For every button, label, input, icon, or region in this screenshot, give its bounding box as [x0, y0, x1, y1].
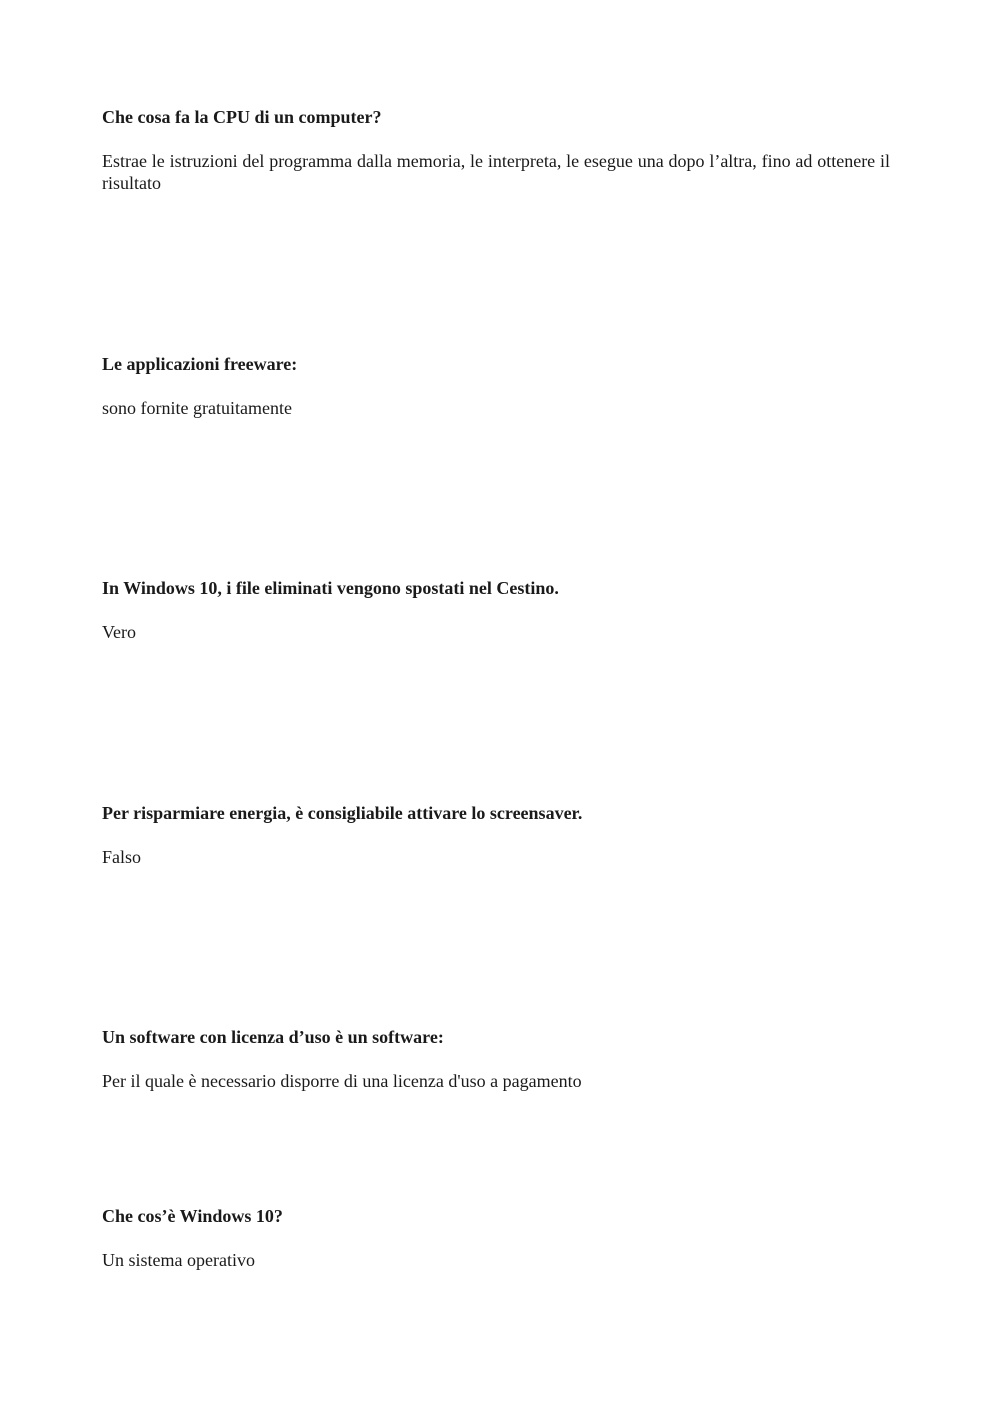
qa-block [102, 1205, 890, 1271]
qa-block [102, 106, 890, 194]
answer-text: Estrae le istruzioni del programma dalla memoria, le interpreta, le esegue una dopo l’altra, fino ad ottenere il risultato [102, 151, 890, 193]
question-text: Un software con licenza d’uso è un software: [102, 1027, 444, 1047]
question-text: Per risparmiare energia, è consigliabile attivare lo screensaver. [102, 803, 583, 823]
answer-text: Vero [102, 622, 136, 642]
answer-text: Un sistema operativo [102, 1250, 255, 1270]
qa-block [102, 577, 890, 643]
question-text: Che cos’è Windows 10? [102, 1206, 283, 1226]
question-text: Le applicazioni freeware: [102, 354, 298, 374]
question-text: In Windows 10, i file eliminati vengono spostati nel Cestino. [102, 578, 559, 598]
answer-text: sono fornite gratuitamente [102, 398, 292, 418]
qa-block [102, 802, 890, 868]
question-text: Che cosa fa la CPU di un computer? [102, 107, 382, 127]
answer-text: Per il quale è necessario disporre di una licenza d'uso a pagamento [102, 1071, 582, 1091]
answer-text: Falso [102, 847, 142, 867]
qa-block [102, 1026, 890, 1092]
qa-block [102, 353, 890, 419]
